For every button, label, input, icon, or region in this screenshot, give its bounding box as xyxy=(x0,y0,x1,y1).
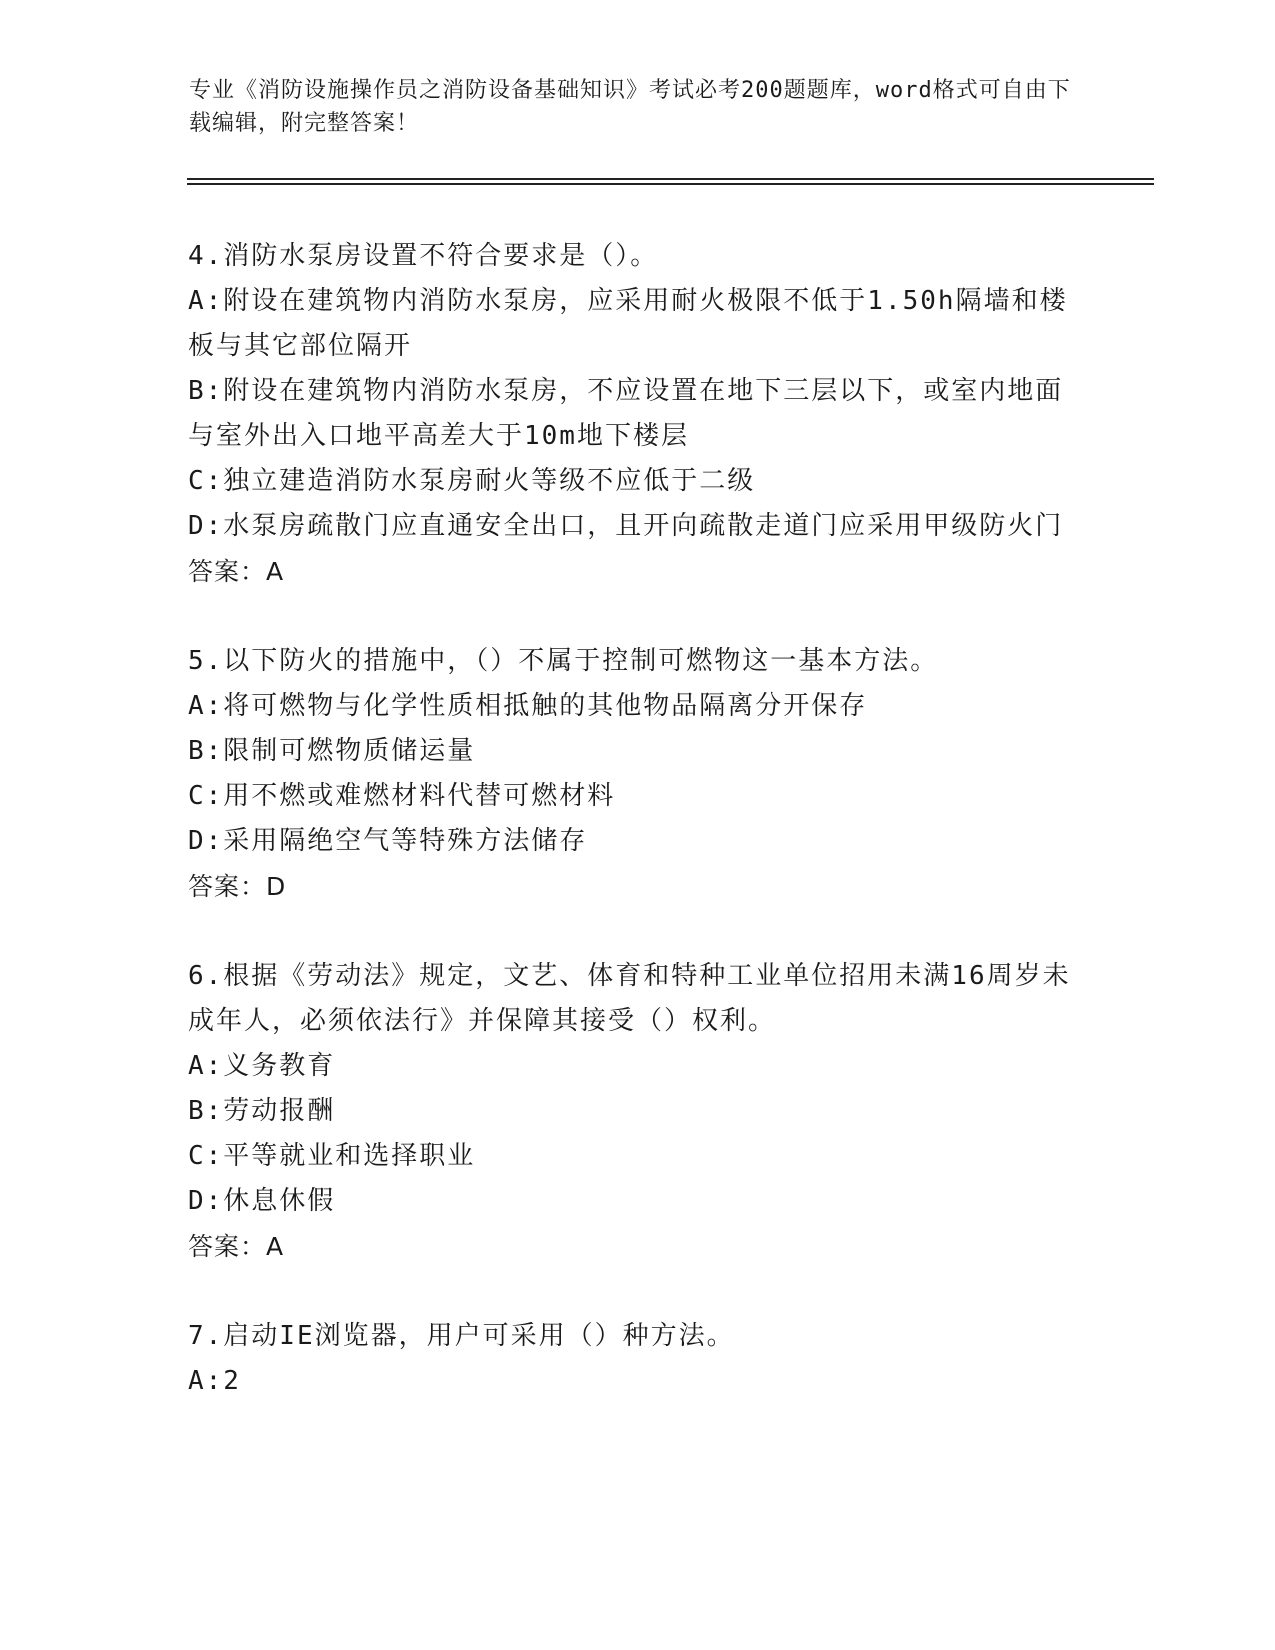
option-b: B:限制可燃物质储运量 xyxy=(188,736,476,766)
answer-row xyxy=(188,549,1088,594)
question-4 xyxy=(188,234,1088,594)
option-c: C:独立建造消防水泵房耐火等级不应低于二级 xyxy=(188,466,756,496)
question-stem: 6.根据《劳动法》规定，文艺、体育和特种工业单位招用未满16周岁未成年人，必须依法行》并保障其接受（）权利。 xyxy=(188,961,1071,1036)
option-d: D:休息休假 xyxy=(188,1186,336,1216)
answer-row xyxy=(188,864,1088,909)
answer-label: 答案： xyxy=(188,1232,267,1261)
answer-row xyxy=(188,1224,1088,1269)
option-d: D:水泵房疏散门应直通安全出口，且开向疏散走道门应采用甲级防火门 xyxy=(188,511,1064,541)
question-6 xyxy=(188,954,1088,1269)
question-list xyxy=(188,234,1088,1449)
question-7 xyxy=(188,1314,1088,1404)
answer-label: 答案： xyxy=(188,872,267,901)
option-a: A:2 xyxy=(188,1366,241,1396)
question-stem: 4.消防水泵房设置不符合要求是（）。 xyxy=(188,241,659,271)
option-a: A:义务教育 xyxy=(188,1051,336,1081)
question-stem: 5.以下防火的措施中，（）不属于控制可燃物这一基本方法。 xyxy=(188,646,939,676)
header-divider-top xyxy=(187,178,1154,180)
option-b: B:劳动报酬 xyxy=(188,1096,336,1126)
answer-label: 答案： xyxy=(188,557,267,586)
answer-value: A xyxy=(266,1232,285,1261)
option-c: C:平等就业和选择职业 xyxy=(188,1141,476,1171)
option-a: A:附设在建筑物内消防水泵房，应采用耐火极限不低于1.50h隔墙和楼板与其它部位隔开 xyxy=(188,286,1068,361)
question-5 xyxy=(188,639,1088,909)
option-a: A:将可燃物与化学性质相抵触的其他物品隔离分开保存 xyxy=(188,691,868,721)
question-stem: 7.启动IE浏览器，用户可采用（）种方法。 xyxy=(188,1321,735,1351)
answer-value: D xyxy=(266,872,287,901)
header-note: 专业《消防设施操作员之消防设备基础知识》考试必考200题题库，word格式可自由下载编辑，附完整答案！ xyxy=(189,78,1071,136)
option-b: B:附设在建筑物内消防水泵房，不应设置在地下三层以下，或室内地面与室外出入口地平高差大于10m地下楼层 xyxy=(188,376,1064,451)
option-c: C:用不燃或难燃材料代替可燃材料 xyxy=(188,781,616,811)
answer-value: A xyxy=(266,557,285,586)
header-divider-bottom xyxy=(187,183,1154,185)
option-d: D:采用隔绝空气等特殊方法储存 xyxy=(188,826,588,856)
